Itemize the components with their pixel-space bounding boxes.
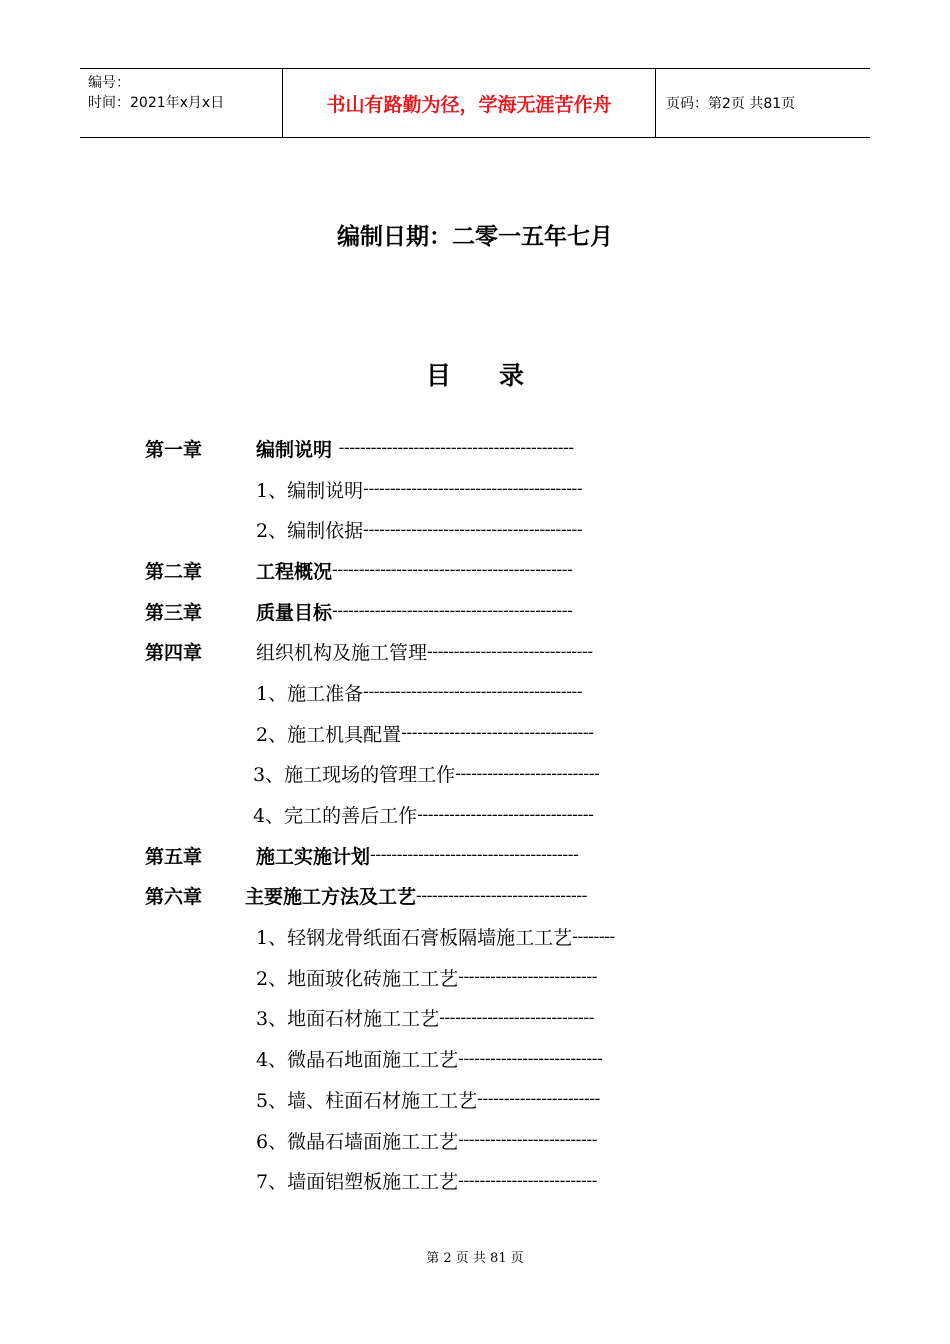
toc-leader-dots: --------------------------------------------- — [332, 560, 573, 581]
toc-leader-dots: -------------------------------------------- — [338, 438, 574, 459]
toc-chapter-label: 第二章 — [145, 560, 203, 583]
header-page-info — [656, 69, 870, 137]
toc-entry — [145, 428, 705, 469]
toc-entry — [145, 672, 705, 713]
toc-title-text: 施工实施计划 — [256, 845, 371, 868]
toc-entry — [145, 591, 705, 632]
toc-title-text: 组织机构及施工管理 — [256, 642, 428, 665]
toc-chapter-label: 第一章 — [145, 438, 203, 461]
toc-leader-dots: --------------------------- — [458, 1048, 603, 1069]
toc-title-text: 1、轻钢龙骨纸面石膏板隔墙施工工艺 — [256, 927, 573, 950]
toc-leader-dots: ----------------------------------------- — [363, 519, 583, 540]
toc-leader-dots: -------- — [572, 926, 615, 947]
table-of-contents — [145, 428, 705, 1201]
toc-leader-dots: -------------------------- — [458, 1130, 598, 1151]
toc-title-text: 主要施工方法及工艺 — [245, 886, 417, 909]
toc-title: 目录 — [425, 361, 572, 390]
toc-leader-dots: --------------------------------- — [417, 804, 594, 825]
page-info-text: 页码：第2页 共81页 — [666, 96, 796, 112]
toc-chapter-label: 第四章 — [145, 642, 203, 665]
toc-leader-dots: ----------------------------- — [439, 1007, 595, 1028]
toc-entry — [145, 794, 705, 835]
toc-leader-dots: -------------------------------- — [416, 885, 588, 906]
header-motto — [282, 69, 656, 137]
toc-entry — [145, 835, 705, 876]
toc-title-text: 6、微晶石墙面施工工艺 — [256, 1130, 459, 1153]
toc-leader-dots: --------------------------- — [455, 763, 600, 784]
toc-title-text: 4、微晶石地面施工工艺 — [256, 1049, 459, 1072]
toc-title-text: 2、地面玻化砖施工工艺 — [256, 967, 459, 990]
toc-entry — [145, 754, 705, 795]
number-label: 编号： — [88, 75, 130, 91]
toc-title-text: 7、墙面铝塑板施工工艺 — [256, 1171, 459, 1194]
toc-entry — [145, 957, 705, 998]
page-header — [80, 68, 870, 138]
toc-leader-dots: --------------------------------------------- — [332, 601, 573, 622]
toc-title-text: 4、完工的善后工作 — [253, 805, 418, 828]
toc-entry — [145, 998, 705, 1039]
toc-entry — [145, 876, 705, 917]
toc-title-text: 3、施工现场的管理工作 — [253, 764, 456, 787]
toc-title-text: 5、墙、柱面石材施工工艺 — [256, 1089, 478, 1112]
toc-entry — [145, 1160, 705, 1201]
toc-chapter-label: 第三章 — [145, 601, 203, 624]
toc-entry — [145, 550, 705, 591]
toc-chapter-label: 第五章 — [145, 845, 203, 868]
time-label: 时间：2021年x月x日 — [88, 95, 225, 111]
header-meta — [80, 69, 282, 137]
toc-title-text: 工程概况 — [256, 560, 333, 583]
toc-title-text: 2、编制依据 — [256, 520, 364, 543]
toc-entry — [145, 713, 705, 754]
toc-title-text: 1、施工准备 — [256, 682, 364, 705]
toc-chapter-label: 第六章 — [145, 886, 203, 909]
toc-title-text: 质量目标 — [256, 601, 333, 624]
toc-entry — [145, 1038, 705, 1079]
toc-entry — [145, 631, 705, 672]
toc-leader-dots: --------------------------------------- — [370, 845, 579, 866]
toc-entry — [145, 916, 705, 957]
toc-leader-dots: ----------------------- — [477, 1089, 601, 1110]
toc-entry — [145, 1120, 705, 1161]
page-footer: 第 2 页 共 81 页 — [426, 1251, 524, 1266]
compile-date: 编制日期：二零一五年七月 — [337, 224, 613, 250]
toc-leader-dots: ------------------------------- — [427, 641, 593, 662]
toc-title-text: 1、编制说明 — [256, 479, 364, 502]
toc-leader-dots: -------------------------- — [458, 1170, 598, 1191]
toc-entry — [145, 1079, 705, 1120]
toc-leader-dots: ----------------------------------------- — [363, 479, 583, 500]
toc-leader-dots: ------------------------------------ — [401, 723, 594, 744]
toc-title-text: 3、地面石材施工工艺 — [256, 1008, 440, 1031]
toc-leader-dots: -------------------------- — [458, 967, 598, 988]
toc-title-text: 2、施工机具配置 — [256, 723, 402, 746]
toc-entry — [145, 509, 705, 550]
toc-entry — [145, 469, 705, 510]
motto-text: 书山有路勤为径，学海无涯苦作舟 — [326, 93, 612, 116]
toc-title-text: 编制说明 — [256, 438, 339, 461]
toc-leader-dots: ----------------------------------------- — [363, 682, 583, 703]
